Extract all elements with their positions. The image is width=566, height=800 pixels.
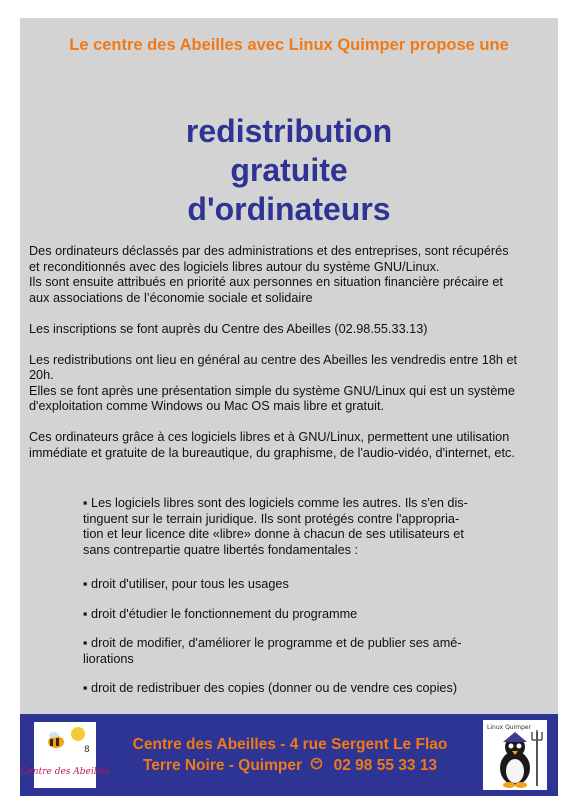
title-line-1: redistribution xyxy=(185,113,393,149)
paragraph-2 xyxy=(29,322,550,338)
address-line: Centre des Abeilles - 4 rue Sergent Le Flao xyxy=(132,736,448,753)
freedom-item-line: ▪ droit d'utiliser, pour tous les usages xyxy=(83,577,289,591)
paragraph-4 xyxy=(29,430,550,461)
penguin-icon xyxy=(483,720,547,790)
body-text xyxy=(29,244,550,477)
city-phone-line xyxy=(100,755,480,776)
freedom-item-modify xyxy=(83,636,503,667)
freedom-item-line: ▪ droit d'étudier le fonctionnement du programme xyxy=(83,606,358,621)
freedom-item-line: liorations xyxy=(83,651,134,666)
centre-des-abeilles-logo xyxy=(20,722,110,788)
phone-number: 02 98 55 33 13 xyxy=(333,757,438,774)
paragraph-1-line: aux associations de l’économie sociale et solidaire xyxy=(29,290,313,305)
footer-banner xyxy=(20,714,558,796)
paragraph-3-line: 20h. xyxy=(29,368,54,382)
freedom-item-use xyxy=(83,577,503,593)
paragraph-4-line: Ces ordinateurs grâce à ces logiciels libres et à GNU/Linux, permettent une utilisation xyxy=(29,430,510,444)
svg-text:Centre des Abeilles: Centre des Abeilles xyxy=(20,767,110,777)
paragraph-3 xyxy=(29,353,550,415)
intro-line: ▪ Les logiciels libres sont des logiciels comme les autres. Ils s'en dis- xyxy=(83,496,468,510)
paragraph-3-line: Elles se font après une présentation simple du système GNU/Linux qui est un système xyxy=(29,383,515,398)
svg-text:Linux Quimper: Linux Quimper xyxy=(487,724,532,731)
paragraph-1-line: et reconditionnés avec des logiciels libres autour du système GNU/Linux. xyxy=(29,259,440,274)
intro-line: tinguent sur le terrain juridique. Ils sont protégés contre l'appropria- xyxy=(83,511,460,526)
bee-logo-icon xyxy=(20,722,110,788)
freedom-item-line: ▪ droit de redistribuer des copies (donner ou de vendre ces copies) xyxy=(83,681,458,695)
free-software-intro xyxy=(83,496,503,558)
intro-line: tion et leur licence dite «libre» donne à chacun de ses utilisateurs et xyxy=(83,527,464,541)
free-software-section xyxy=(83,496,503,711)
city-text: Terre Noire - Quimper xyxy=(142,757,302,774)
linux-quimper-logo xyxy=(483,720,547,790)
freedom-item-redistribute xyxy=(83,681,503,697)
paragraph-3-line: d'exploitation comme Windows ou Mac OS mais libre et gratuit. xyxy=(29,399,384,413)
paragraph-3-line: Les redistributions ont lieu en général au centre des Abeilles les vendredis entre 18h et xyxy=(29,352,518,367)
paragraph-4-line: immédiate et gratuite de la bureautique, du graphisme, de l'audio-vidéo, d'internet, etc. xyxy=(29,445,515,460)
title-line-2: gratuite xyxy=(230,152,348,188)
phone-icon xyxy=(310,757,327,774)
paragraph-1 xyxy=(29,244,550,306)
svg-text:8: 8 xyxy=(84,745,90,755)
paragraph-1-line: Des ordinateurs déclassés par des administrations et des entreprises, sont récupérés xyxy=(29,244,509,258)
title-line-3: d'ordinateurs xyxy=(187,191,391,227)
freedom-item-study xyxy=(83,607,503,623)
intro-line: sans contrepartie quatre libertés fondamentales : xyxy=(83,542,359,557)
freedom-item-line: ▪ droit de modifier, d'améliorer le programme et de publier ses amé- xyxy=(83,636,462,650)
registration-line: Les inscriptions se font auprès du Centre des Abeilles (02.98.55.33.13) xyxy=(29,321,428,336)
flyer xyxy=(20,18,558,796)
address-block xyxy=(100,734,480,776)
main-title xyxy=(20,112,558,229)
paragraph-1-line: Ils sont ensuite attribués en priorité aux personnes en situation financière précaire et xyxy=(29,275,503,289)
header-text: Le centre des Abeilles avec Linux Quimper propose une xyxy=(69,36,509,54)
